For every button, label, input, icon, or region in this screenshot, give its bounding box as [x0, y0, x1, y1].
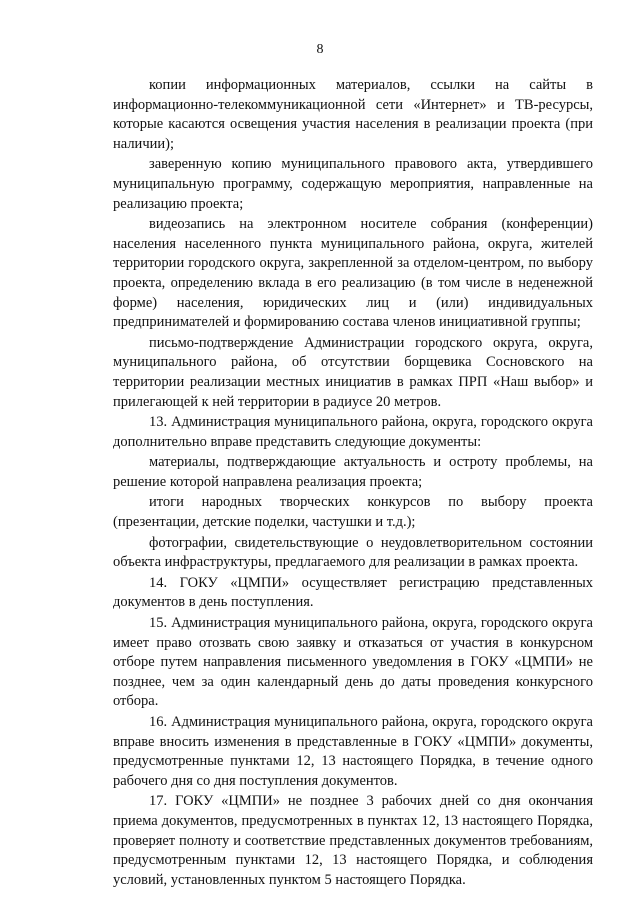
paragraph-contest-results: итоги народных творческих конкурсов по выбору проекта (презентации, детские поделки, частушки и т.д.); [113, 494, 593, 531]
page-number: 8 [316, 42, 324, 57]
paragraph-confirmation-letter: письмо-подтверждение Администрации городского округа, округа, муниципального района, об отсутствии борщевика Сосновского на территории реализации местных инициатив в рамках ПРП «Наш выбор» и прилегающей к ней территории в радиусе 20 метров. [113, 334, 593, 410]
paragraph-item-17: 17. ГОКУ «ЦМПИ» не позднее 3 рабочих дней со дня окончания приема документов, предусмотренных в пунктах 12, 13 настоящего Порядка, проверяет полноту и соответствие представленных документов требованиям, предусмотренным пунктами 12, 13 настоящего Порядка, и соблюдения условий, установленных пунктом 5 настоящего Порядка. [113, 793, 593, 888]
paragraph-problem-materials: материалы, подтверждающие актуальность и остроту проблемы, на решение которой направлена реализация проекта; [113, 454, 593, 490]
paragraph-video-recording: видеозапись на электронном носителе собрания (конференции) населения населенного пункта муниципального района, округа, жителей территории городского округа, закрепленной за отделом-центром, по выбору проекта, определению вклада в его реализацию (в том числе в неденежной форме) населения, юридических лиц и (или) индивидуальных предпринимателей и формированию состава членов инициативной группы; [113, 216, 593, 331]
paragraph-materials-links: копии информационных материалов, ссылки на сайты в информационно-телекоммуникационной сети «Интернет» и ТВ-ресурсы, которые касаются освещения участия населения в реализации проекта (при наличии); [113, 77, 593, 152]
paragraph-item-15: 15. Администрация муниципального района, округа, городского округа имеет право отозвать свою заявку и отказаться от участия в конкурсном отборе путем направления письменного уведомления в ГОКУ «ЦМПИ» не позднее, чем за один календарный день до даты проведения конкурсного отбора. [113, 615, 593, 710]
paragraph-legal-act-copy: заверенную копию муниципального правового акта, утвердившего муниципальную программу, содержащую мероприятия, направленные на реализацию проекта; [113, 156, 593, 212]
paragraph-item-13: 13. Администрация муниципального района, округа, городского округа дополнительно вправе представить следующие документы: [113, 414, 593, 450]
paragraph-item-16: 16. Администрация муниципального района, округа, городского округа вправе вносить изменения в представленные в ГОКУ «ЦМПИ» документы, предусмотренные пунктами 12, 13 настоящего Порядка, в течение одного рабочего дня со дня поступления документов. [113, 714, 593, 789]
paragraph-photographs: фотографии, свидетельствующие о неудовлетворительном состоянии объекта инфраструктуры, предлагаемого для реализации в рамках проекта. [113, 534, 593, 571]
page-body [113, 76, 593, 890]
paragraph-item-14: 14. ГОКУ «ЦМПИ» осуществляет регистрацию представленных документов в день поступления. [113, 574, 593, 611]
